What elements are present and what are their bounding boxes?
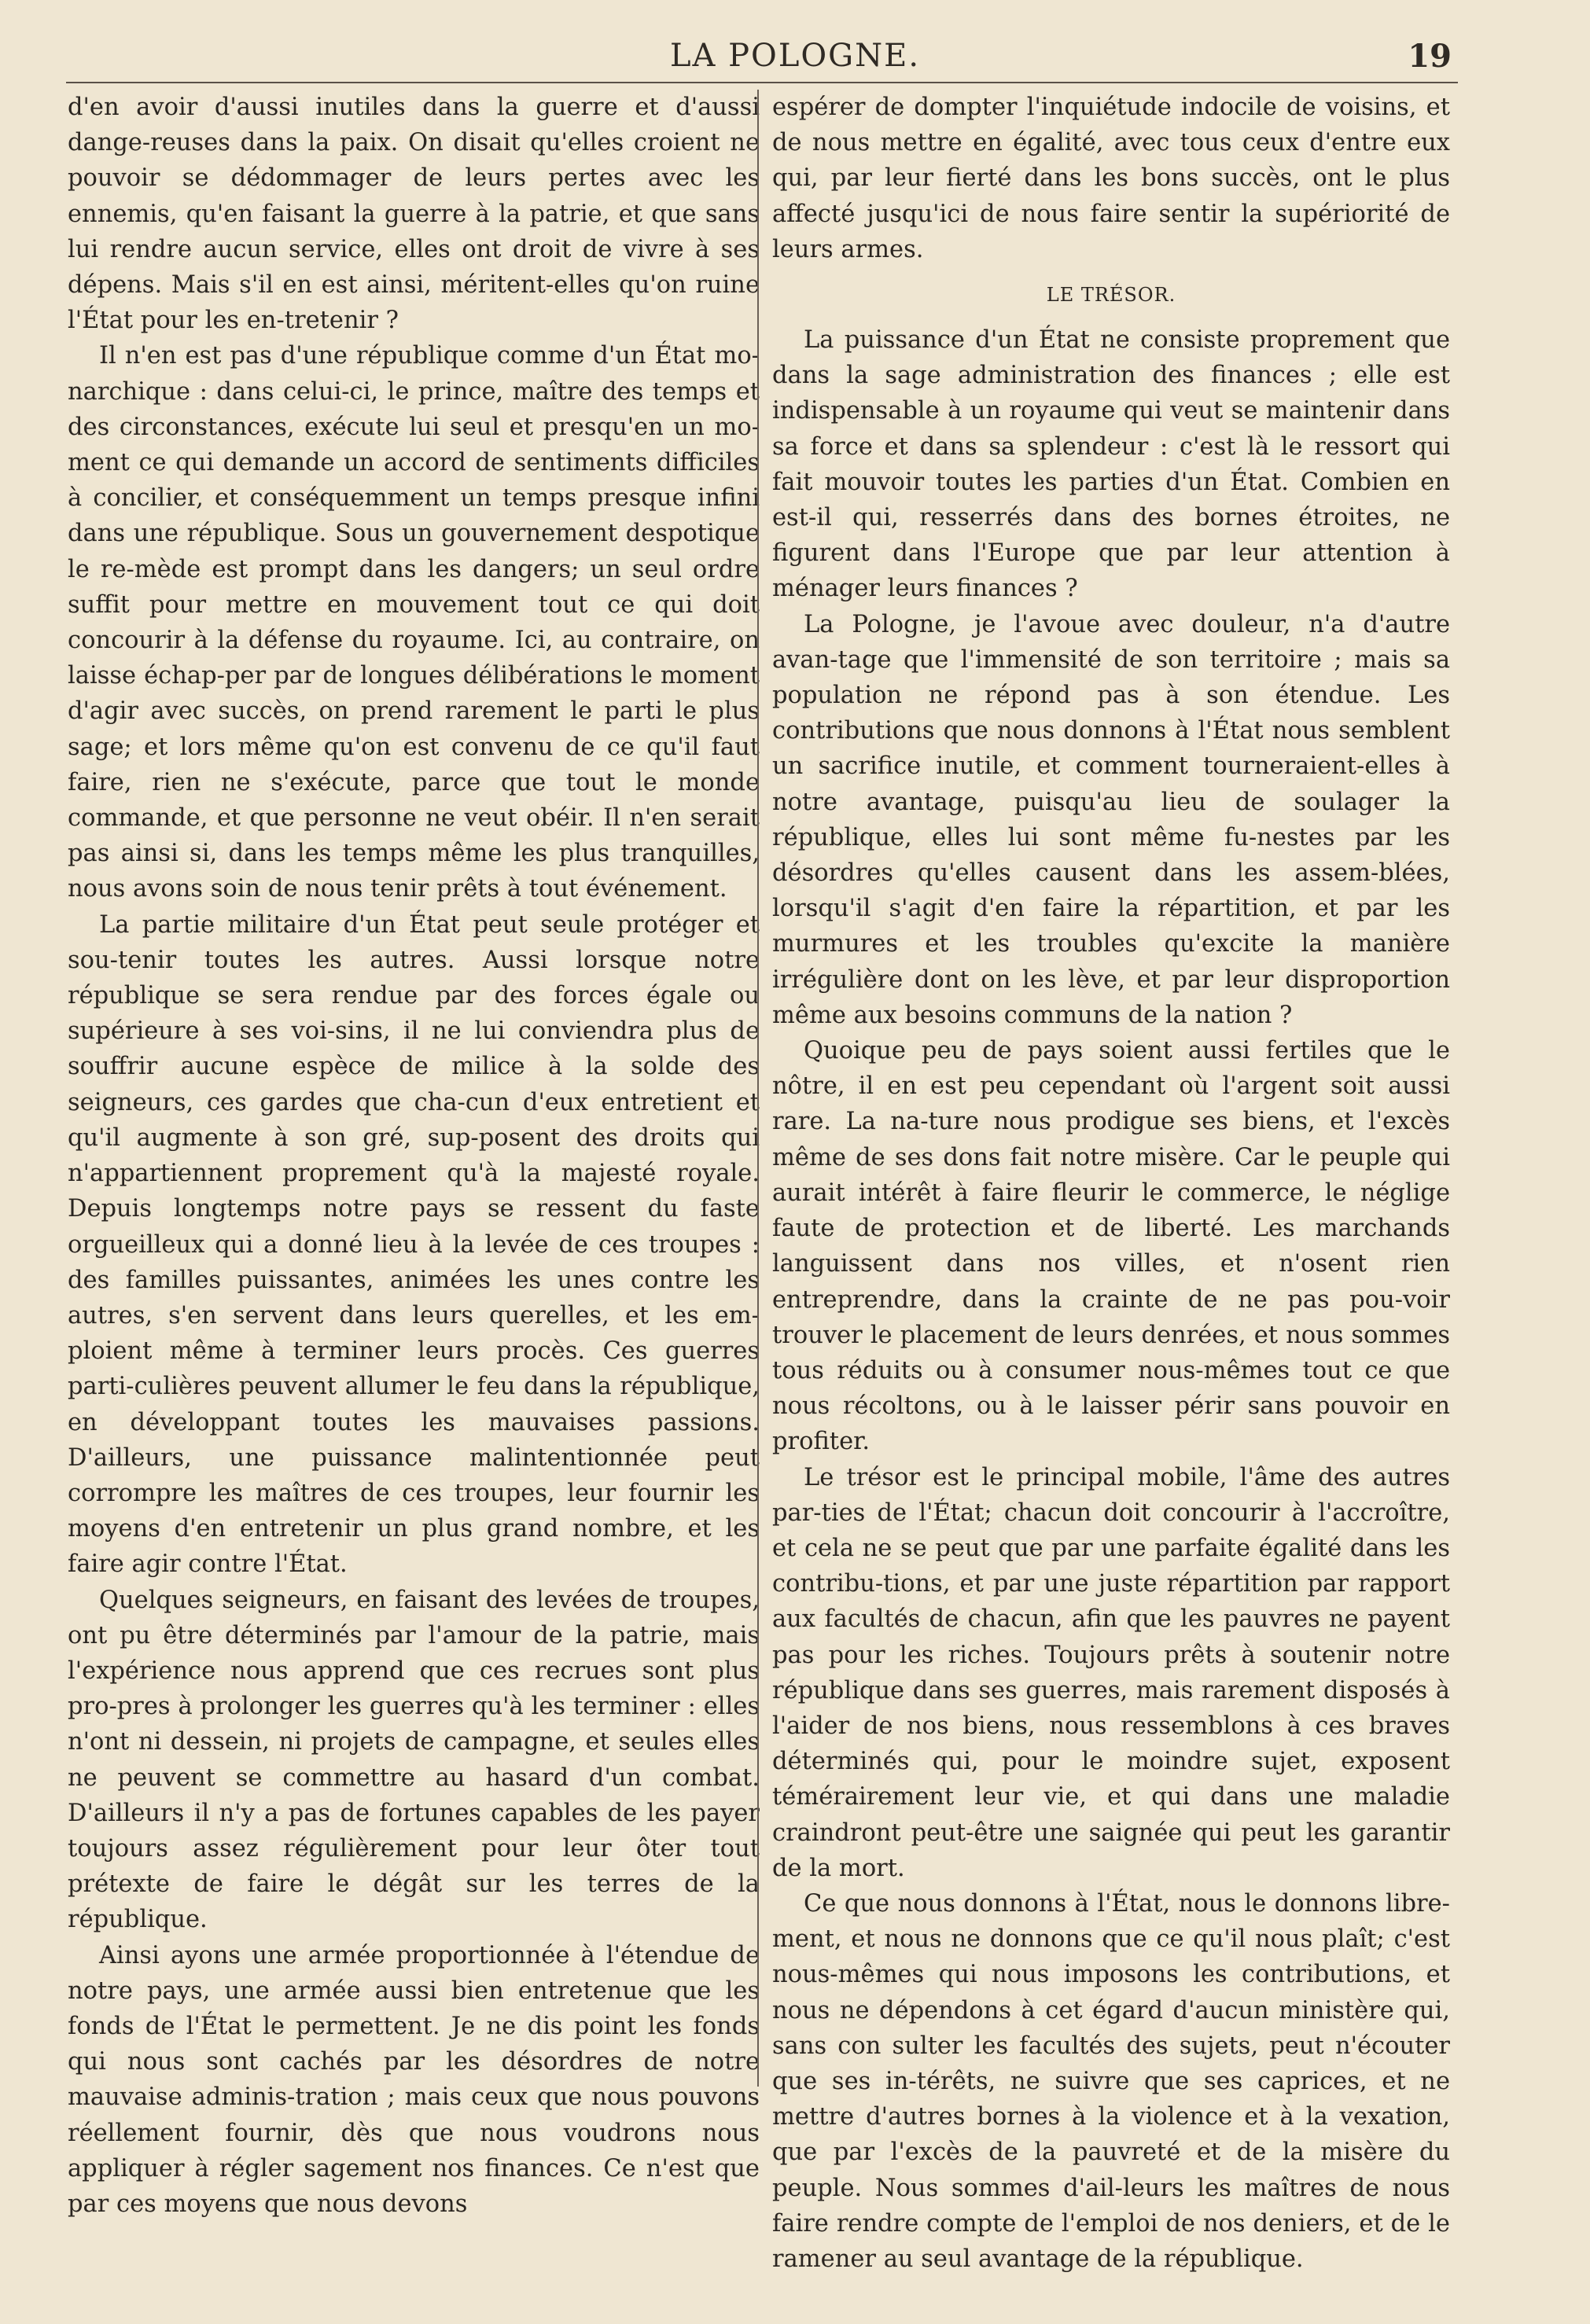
section-heading: LE TRÉSOR. — [1046, 284, 1176, 307]
paragraph: Le trésor est le principal mobile, l'âme des autres par-ties de l'État; chacun doit concourir à l'accroître, et cela ne se peut que par une parfaite égalité dans les contribu-tions, et par une juste répartition par rapport aux facultés de chacun, afin que les pauvres ne payent pas pour les riches. Toujours prêts à soutenir notre république dans ses guerres, mais rarement disposés à l'aider de nos biens, nous ressemblons à ces braves déterminés qui, pour le moindre sujet, exposent témérairement leur vie, et qui dans une maladie craindront peut-être une saignée qui peut les garantir de la mort. — [772, 1463, 1450, 1882]
paragraph: La Pologne, je l'avoue avec douleur, n'a d'autre avan-tage que l'immensité de son territoire ; mais sa population ne répond pas à son étendue. Les contributions que nous donnons à l'État nous semblent un sacrifice inutile, et comment tourneraient-elles à notre avantage, puisqu'au lieu de soulager la république, elles lui sont même fu-nestes par les désordres qu'elles causent dans les assem-blées, lorsqu'il s'agit d'en faire la répartition, et par les murmures et les troubles qu'excite la manière irrégulière dont on les lève, et par leur disproportion même aux besoins communs de la nation ? — [772, 610, 1450, 1029]
header-rule — [66, 82, 1458, 83]
paragraph: Il n'en est pas d'une république comme d'un État mo-narchique : dans celui-ci, le prince, maître des temps et des circonstances, exécute lui seul et presqu'en un mo-ment ce qui demande un accord de sentiments difficiles à concilier, et conséquemment un temps presque infini dans une république. Sous un gouvernement despotique le re-mède est prompt dans les dangers; un seul ordre suffit pour mettre en mouvement tout ce qui doit concourir à la défense du royaume. Ici, au contraire, on laisse échap-per par de longues délibérations le moment d'agir avec succès, on prend rarement le parti le plus sage; et lors même qu'on est convenu de ce qu'il faut faire, rien ne s'exécute, parce que tout le monde commande, et que personne ne veut obéir. Il n'en serait pas ainsi si, dans les temps même les plus tranquilles, nous avons soin de nous tenir prêts à tout événement. — [68, 342, 760, 903]
paragraph: La puissance d'un État ne consiste proprement que dans la sage administration des finances ; elle est indispensable à un royaume qui veut se maintenir dans sa force et dans sa splendeur : c'est là le ressort qui fait mouvoir toutes les parties d'un État. Combien en est-il qui, resserrés dans des bornes étroites, ne figurent dans l'Europe que par leur attention à ménager leurs finances ? — [772, 326, 1450, 603]
paragraph: Quoique peu de pays soient aussi fertiles que le nôtre, il en est peu cependant où l'argent soit aussi rare. La na-ture nous prodigue ses biens, et l'excès même de ses dons fait notre misère. Car le peuple qui aurait intérêt à faire fleurir le commerce, le néglige faute de protection et de liberté. Les marchands languissent dans nos villes, et n'osent rien entreprendre, dans la crainte de ne pas pou-voir trouver le placement de leurs denrées, et nous sommes tous réduits ou à consumer nous-mêmes tout ce que nous récoltons, ou à le laisser périr sans pouvoir en profiter. — [772, 1037, 1450, 1456]
paragraph: La partie militaire d'un État peut seule protéger et sou-tenir toutes les autres. Aussi lorsque notre république se sera rendue par des forces égale ou supérieure à ses voi-sins, il ne lui conviendra plus de souffrir aucune espèce de milice à la solde des seigneurs, ces gardes que cha-cun d'eux entretient et qu'il augmente à son gré, sup-posent des droits qui n'appartiennent proprement qu'à la majesté royale. Depuis longtemps notre pays se ressent du faste orgueilleux qui a donné lieu à la levée de ces troupes : des familles puissantes, animées les unes contre les autres, s'en servent dans leurs querelles, et les em-ploient même à terminer leurs procès. Ces guerres parti-culières peuvent allumer le feu dans la république, en développant toutes les mauvaises passions. D'ailleurs, une puissance malintentionnée peut corrompre les maîtres de ces troupes, leur fournir les moyens d'en entretenir un plus grand nombre, et les faire agir contre l'État. — [68, 910, 760, 1579]
paragraph: Ce que nous donnons à l'État, nous le donnons libre-ment, et nous ne donnons que ce qu'il nous plaît; c'est nous-mêmes qui nous imposons les contributions, et nous ne dépendons à cet égard d'aucun ministère qui, sans con sulter les facultés des sujets, peut n'écouter que ses in-térêts, ne suivre que ses caprices, et ne mettre d'autres bornes à la violence et à la vexation, que par l'excès de la pauvreté et de la misère du peuple. Nous sommes d'ail-leurs les maîtres de nous faire rendre compte de l'emploi de nos deniers, et de le ramener au seul avantage de la république. — [772, 1889, 1450, 2273]
paragraph: Ainsi ayons une armée proportionnée à l'étendue de notre pays, une armée aussi bien entretenue que les fonds de l'État le permettent. Je ne dis point les fonds qui nous sont cachés par les désordres de notre mauvaise adminis-tration ; mais ceux que nous pouvons réellement fournir, dès que nous voudrons nous appliquer à régler sagement nos finances. Ce n'est que par ces moyens que nous devons — [68, 1941, 760, 2218]
page-number: 19 — [1408, 38, 1452, 75]
column-divider — [757, 90, 759, 2087]
left-column — [68, 90, 760, 2222]
right-column — [772, 90, 1450, 2277]
paragraph: espérer de dompter l'inquiétude indocile de voisins, et de nous mettre en égalité, avec tous ceux d'entre eux qui, par leur fierté dans les bons succès, ont le plus affecté jusqu'ici de nous faire sentir la supériorité de leurs armes. — [772, 94, 1450, 263]
running-title: LA POLOGNE. — [669, 38, 921, 74]
paragraph: d'en avoir d'aussi inutiles dans la guerre et d'aussi dange-reuses dans la paix. On disait qu'elles croient ne pouvoir se dédommager de leurs pertes avec les ennemis, qu'en faisant la guerre à la patrie, et que sans lui rendre aucun service, elles ont droit de vivre à ses dépens. Mais s'il en est ainsi, méritent-elles qu'on ruine l'État pour les en-tretenir ? — [68, 94, 760, 335]
paragraph: Quelques seigneurs, en faisant des levées de troupes, ont pu être déterminés par l'amour de la patrie, mais l'expérience nous apprend que ces recrues sont plus pro-pres à prolonger les guerres qu'à les terminer : elles n'ont ni dessein, ni projets de campagne, et seules elles ne peuvent se commettre au hasard d'un combat. D'ailleurs il n'y a pas de fortunes capables de les payer toujours assez régulièrement pour leur ôter tout prétexte de faire le dégât sur les terres de la république. — [68, 1586, 760, 1934]
